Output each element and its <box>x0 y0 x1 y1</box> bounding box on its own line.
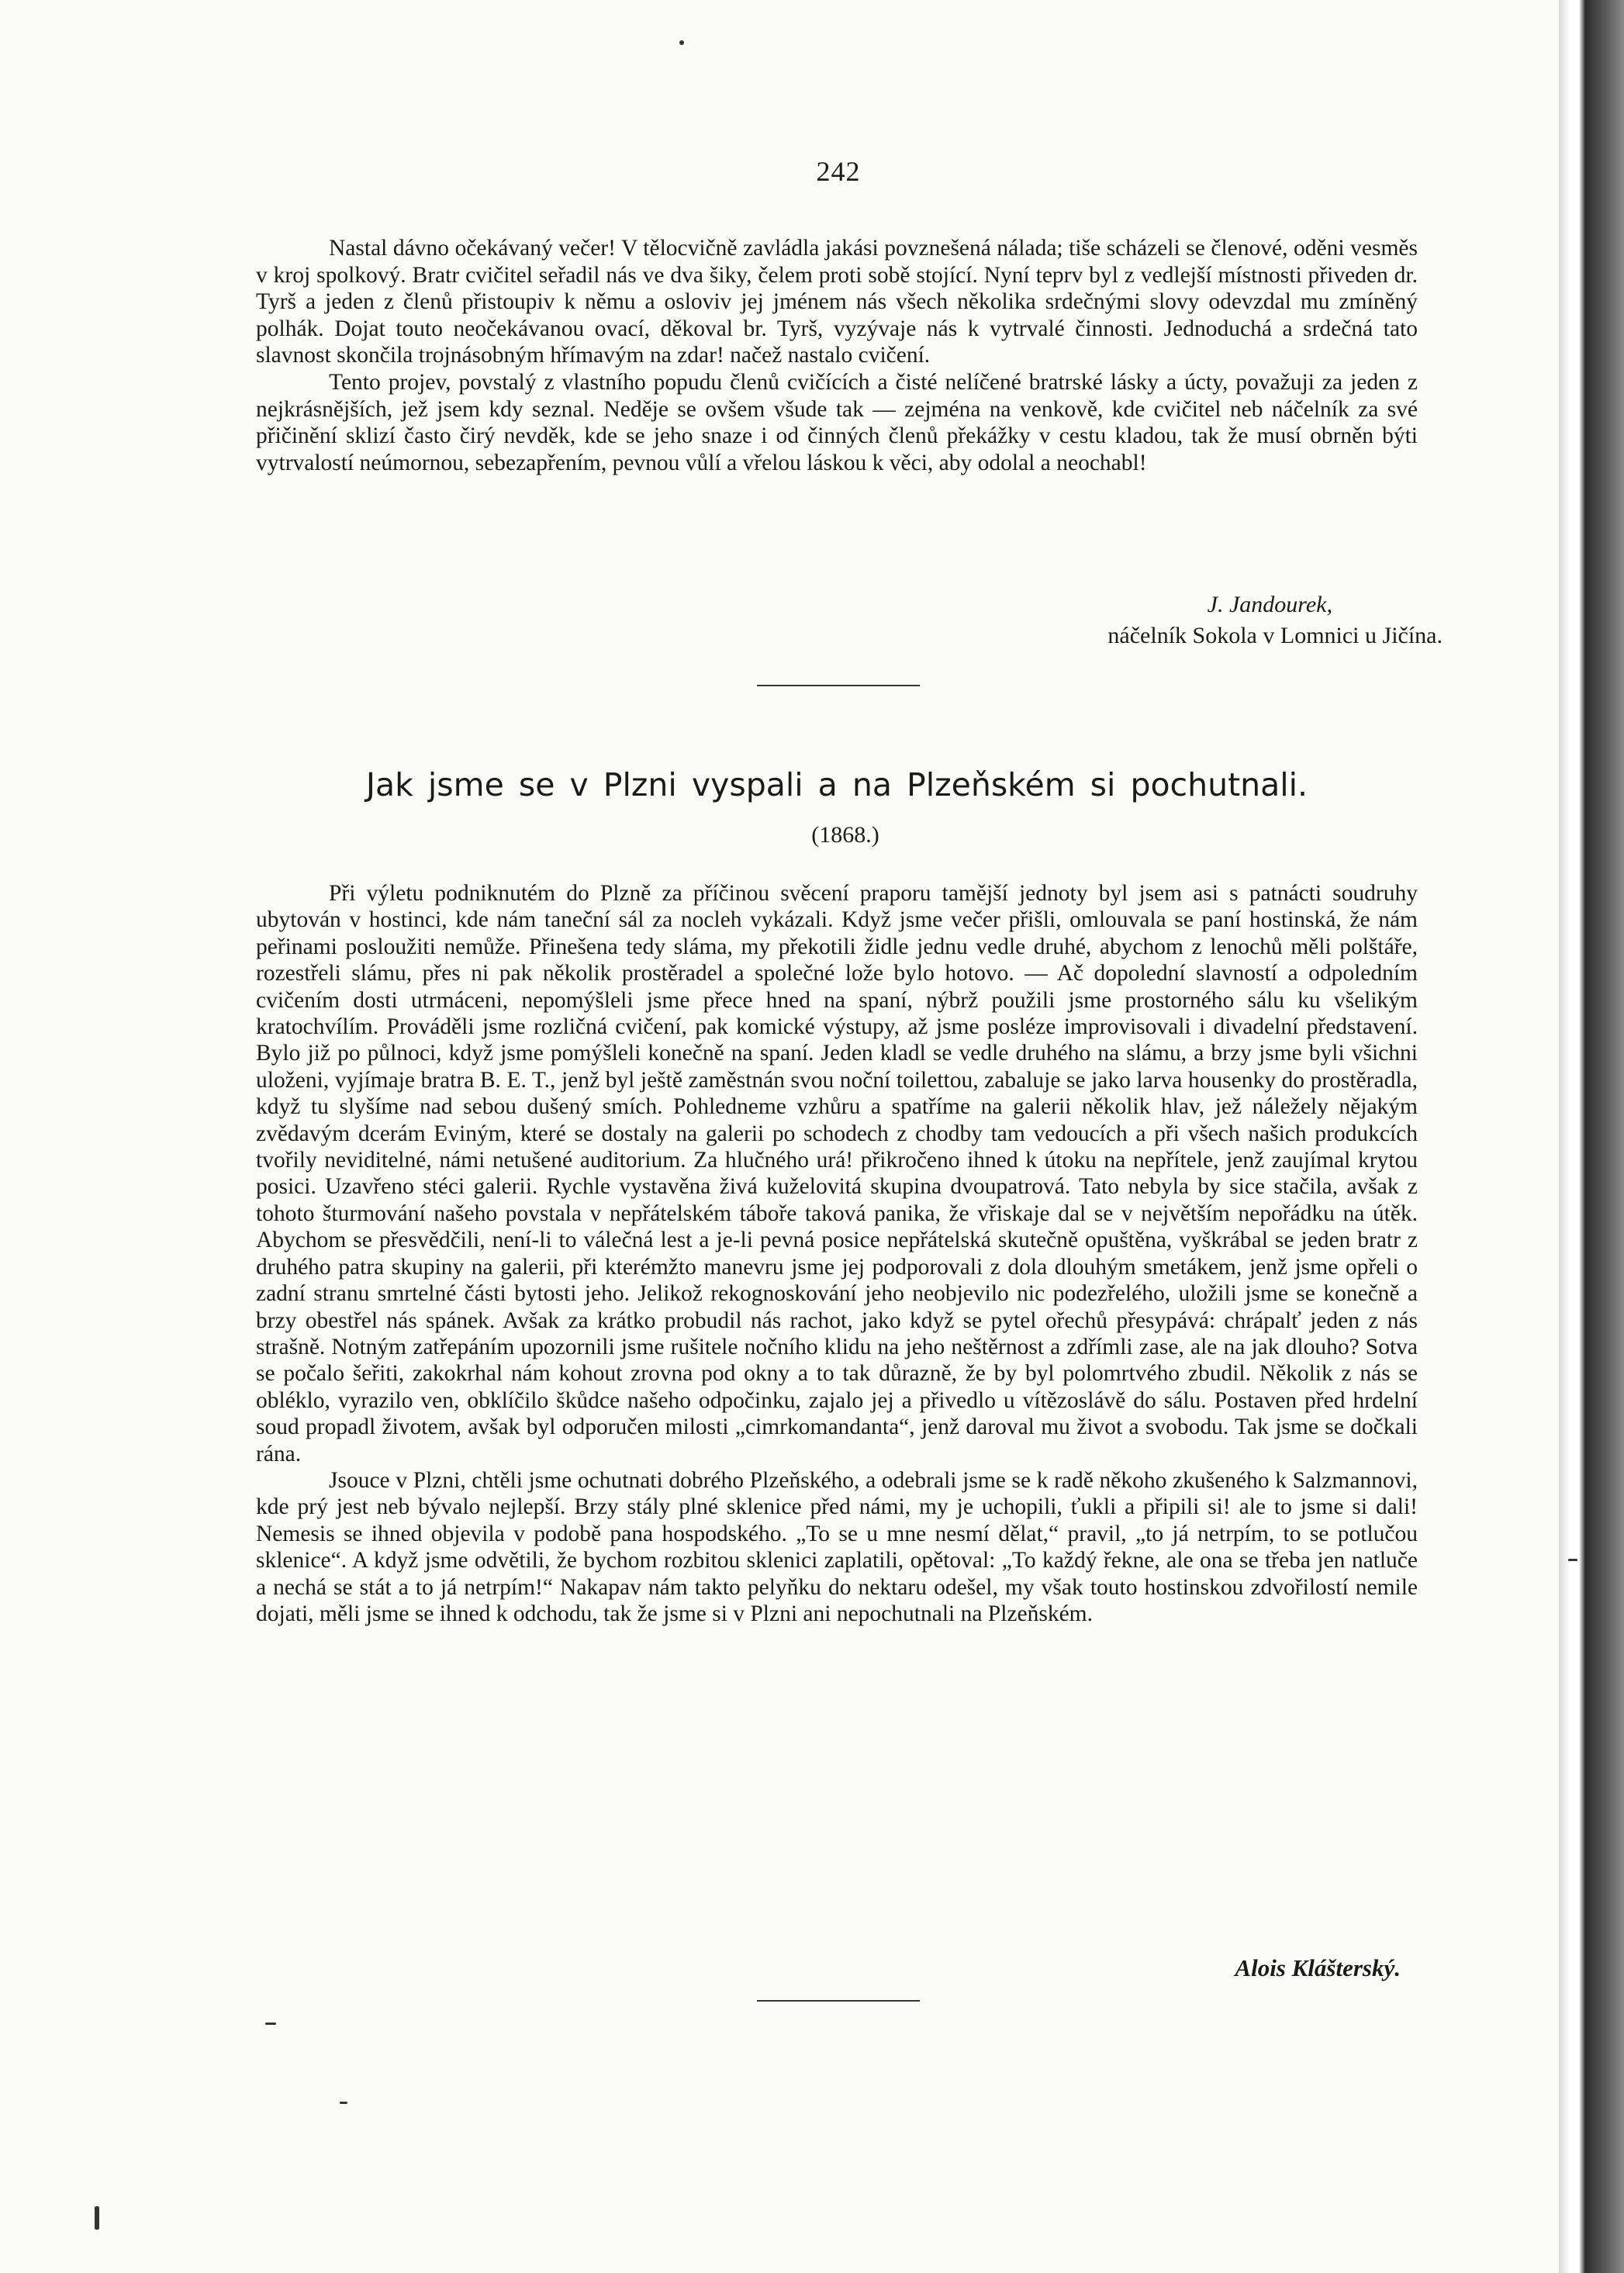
ink-speck <box>340 2102 347 2104</box>
article-year: (1868.) <box>811 822 879 848</box>
paragraph: Tento projev, povstalý z vlastního popudu členů cvičících a čisté nelíčené bratrské lásky a úcty, považuji za jeden z nejkrásnějších, jež jsem kdy seznal. Neděje se ovšem všude tak — zejména na venkově, kde cvičitel neb náčelník za své přičinění sklizí často čirý nevděk, kde se jeho snaze i od činných členů překážky v cestu kladou, tak že musí obrněn býti vytrvalostí neúmornou, sebezapřením, pevnou vůlí a vřelou láskou k věci, aby odolal a neochabl! <box>256 369 1418 475</box>
top-article-signature <box>853 589 1443 651</box>
article-title: Jak jsme se v Plzni vyspali a na Plzeňském si pochutnali. <box>365 766 1308 803</box>
article-signature: Alois Klášterský. <box>1235 1954 1401 1981</box>
section-divider <box>757 2000 920 2002</box>
book-spine-edge <box>1559 0 1624 2273</box>
paragraph: Nastal dávno očekávaný večer! V tělocvičně zavládla jakási povznešená nálada; tiše scházeli se členové, oděni vesměs v kroj spolkový. Bratr cvičitel seřadil nás ve dva šiky, čelem proti sobě stojící. Nyní teprv byl z vedlejší místnosti přiveden dr. Tyrš a jeden z členů přistoupiv k němu a osloviv jej jménem nás všech několika srdečnými slovy odevzdal mu zmíněný polhák. Dojat touto neočekávanou ovací, děkoval br. Tyrš, vyzývaje nás k vytrvalé činnosti. Jednoduchá a srdečná tato slavnost skončila trojnásobným hřímavým na zdar! načež nastalo cvičení. <box>256 236 1418 368</box>
ink-speck <box>95 2206 99 2230</box>
paragraph: Při výletu podniknutém do Plzně za příčinou svěcení praporu tamější jednoty byl jsem asi s patnácti soudruhy ubytován v hostinci, kde nám taneční sál za nocleh vykázali. Když jsme večer přišli, omlouvala se paní hostinská, že nám peřinami posloužiti nemůže. Přinešena tedy sláma, my překotili židle jednu vedle druhé, abychom z lenochů měli polštáře, rozestřeli slámu, přes ni pak několik prostěradel a společné lože bylo hotovo. — Ač dopolední slavností a odpoledním cvičením dosti utrmáceni, nepomýšleli jsme přece hned na spaní, nýbrž použili jsme prostorného sálu ku všelikým kratochvílím. Prováděli jsme rozličná cvičení, pak komické výstupy, až jsme posléze improvisovali i divadelní představení. Bylo již po půlnoci, když jsme pomýšleli konečně na spaní. Jeden kladl se vedle druhého na slámu, a brzy jsme byli všichni uloženi, vyjímaje bratra B. E. T., jenž byl ještě zaměstnán svou noční toilettou, zabaluje se jako larva housenky do prostěradla, když tu slyšíme nad sebou dušený smích. Pohledneme vzhůru a spatříme na galerii několik hlav, jež náležely nějakým zvědavým dcerám Eviným, které se dostaly na galerii po schodech z chodby tam vedoucích a při všech našich produkcích tvořily neviditelné, námi netušené auditorium. Za hlučného urá! přikročeno ihned k útoku na nepřítele, jenž zaujímal krytou posici. Uzavřeno stéci galerii. Rychle vystavěna živá kuželovitá skupina dvoupatrová. Tato nebyla by sice stačila, avšak z tohoto šturmování našeho povstala v nepřátelském táboře taková panika, že vřiskaje dal se v největším nepořádku na útěk. Abychom se přesvědčili, není-li to válečná lest a je-li pevná posice nepřátelská skutečně opuštěna, vyškrábal se jeden bratr z druhého patra skupiny na galerii, při kterémžto manevru jsme jej podporovali z dola dlouhým smetákem, jenž jsme opřeli o zadní stranu smrtelné části bytosti jeho. Jelikož rekognoskování jeho neobjevilo nic podezřelého, uložili jsme se konečně a brzy obestřel nás spánek. Avšak za krátko probudil nás rachot, jako když se pytel ořechů přesypává: chrápalť jeden z nás strašně. Notným zatřepáním upozornili jsme rušitele nočního klidu na jeho neštěrnost a zdřímli zase, ale na jak dlouho? Sotva se počalo šeřiti, zakokrhal nám kohout zrovna pod okny a to tak důrazně, že by byl polomrtvého zbudil. Několik z nás se obléklo, vyrazilo ven, obklíčilo škůdce našeho odpočinku, zajalo jej a přivedlo u vítězoslávě do sálu. Postaven před hrdelní soud propadl životem, avšak byl odporučen milosti „cimrkomandanta“, jenž daroval mu život a svobodu. Tak jsme se dočkali rána. <box>256 881 1418 1466</box>
ink-speck <box>265 2023 276 2025</box>
top-article-body <box>256 235 1418 476</box>
signature-name: J. Jandourek, <box>1207 592 1332 617</box>
section-divider <box>757 685 920 686</box>
paragraph: Jsouce v Plzni, chtěli jsme ochutnati dobrého Plzeňského, a odebrali jsme se k radě někoho zkušeného k Salzmannovi, kde prý jest neb bývalo nejlepší. Brzy stály plné sklenice před námi, my je uchopili, ťukli a připili si! ale to jsme si dali! Nemesis se ihned objevila v podobě pana hospodského. „To se u mne nesmí dělat,“ pravil, „to já netrpím, to se potlučou sklenice“. A když jsme odvětili, že bychom rozbitou sklenici zaplatili, opětoval: „To každý řekne, ale ona se třeba jen natluče a nechá se stát a to já netrpím!“ Nakapav nám takto pelyňku do nektaru odešel, my však touto hostinskou zdvořilostí nemile dojati, měli jsme se ihned k odchodu, tak že jsme si v Plzni ani nepochutnali na Plzeňském. <box>256 1467 1418 1626</box>
article-body <box>256 880 1418 1627</box>
signature-role: náčelník Sokola v Lomnici u Jičína. <box>1107 623 1443 648</box>
page-number: 242 <box>816 156 861 187</box>
ink-speck <box>679 40 684 45</box>
ink-speck <box>1568 1559 1577 1561</box>
